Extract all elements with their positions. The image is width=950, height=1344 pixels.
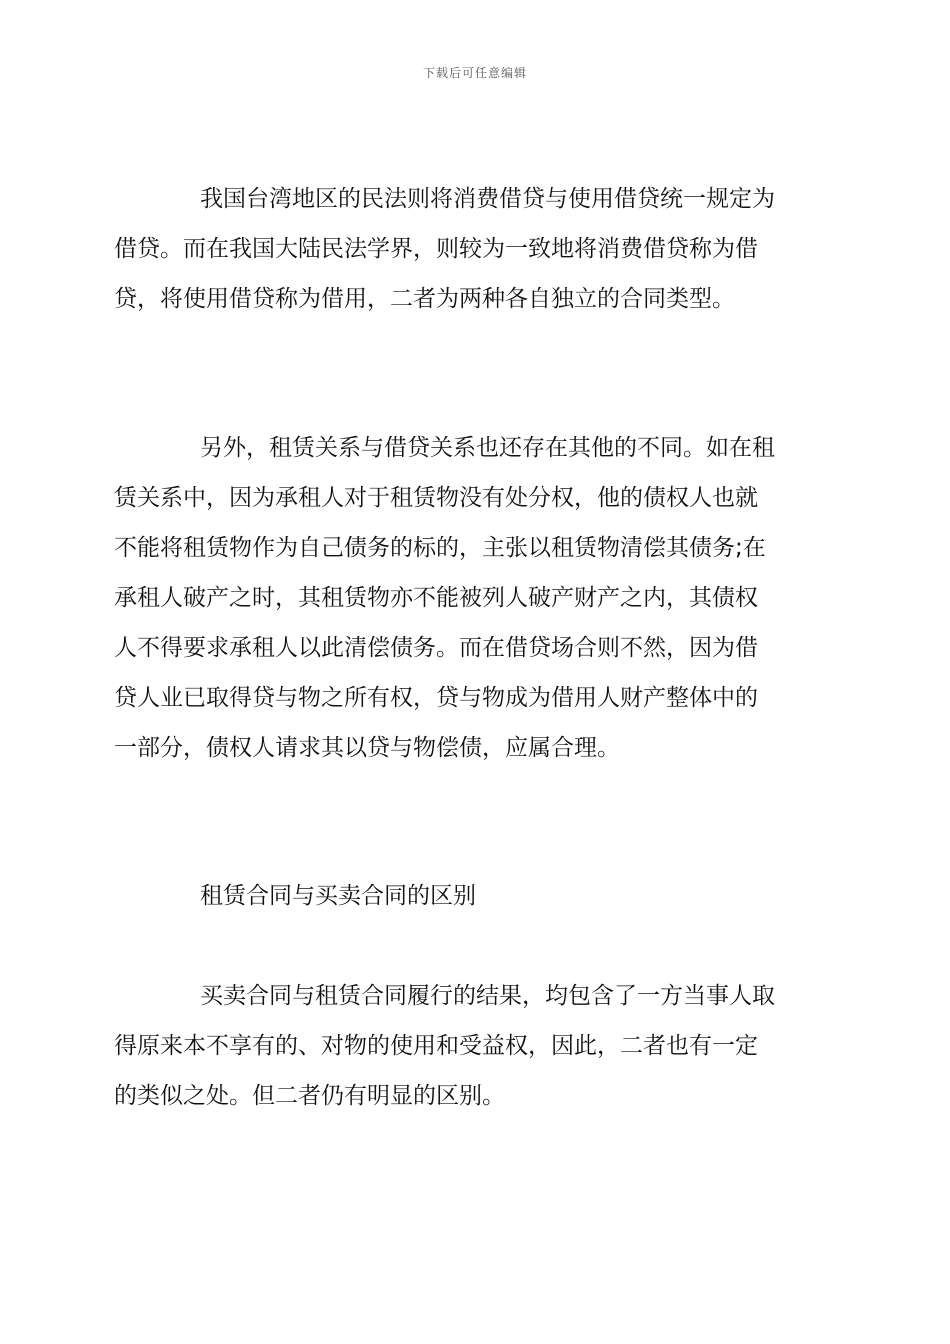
section-heading: 租赁合同与买卖合同的区别 [200,883,476,909]
paragraph-line: 承租人破产之时，其租赁物亦不能被列人破产财产之内，其债权 [114,585,758,611]
header-note: 下载后可任意编辑 [422,66,527,80]
paragraph-line: 贷，将使用借贷称为借用，二者为两种各自独立的合同类型。 [114,286,735,312]
paragraph-line: 买卖合同与租赁合同履行的结果，均包含了一方当事人取 [200,983,775,1009]
paragraph-line: 借贷。而在我国大陆民法学界，则较为一致地将消费借贷称为借 [114,236,758,262]
paragraph-line: 贷人业已取得贷与物之所有权，贷与物成为借用人财产整体中的 [114,685,758,711]
paragraph-line: 不能将租赁物作为自己债务的标的，主张以租赁物清偿其债务;在 [114,535,766,561]
paragraph-line: 一部分，债权人请求其以贷与物偿债，应属合理。 [114,735,620,761]
paragraph-line: 的类似之处。但二者仍有明显的区别。 [114,1083,505,1109]
paragraph-line: 我国台湾地区的民法则将消费借贷与使用借贷统一规定为 [200,186,775,212]
paragraph-line: 得原来本不享有的、对物的使用和受益权，因此，二者也有一定 [114,1033,758,1059]
paragraph-line: 另外，租赁关系与借贷关系也还存在其他的不同。如在租 [200,435,775,461]
paragraph-line: 赁关系中，因为承租人对于租赁物没有处分权，他的债权人也就 [114,485,758,511]
paragraph-line: 人不得要求承租人以此清偿债务。而在借贷场合则不然，因为借 [114,635,758,661]
